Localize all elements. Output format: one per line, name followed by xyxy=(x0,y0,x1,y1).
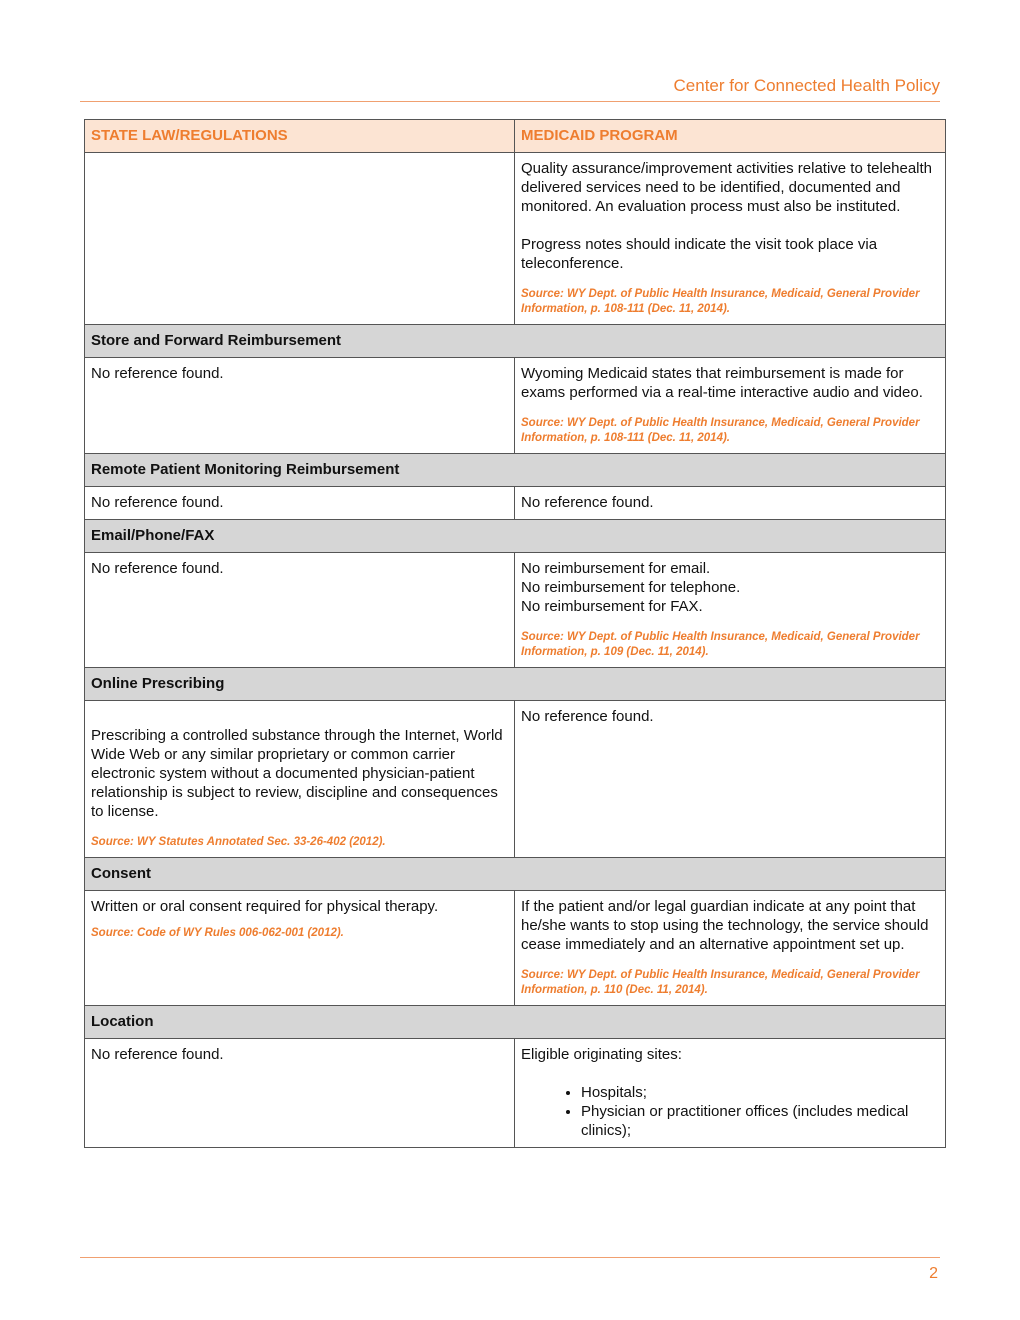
table-row xyxy=(85,153,946,325)
section-title: Consent xyxy=(85,858,946,891)
table-row xyxy=(85,487,946,520)
section-header-row xyxy=(85,1006,946,1039)
section-header-row xyxy=(85,520,946,553)
section-title: Location xyxy=(85,1006,946,1039)
medicaid-text: Wyoming Medicaid states that reimbursement is made for exams performed via a real-time interactive audio and video. xyxy=(521,365,923,401)
section-header-row xyxy=(85,668,946,701)
state-law-cell xyxy=(85,701,515,858)
section-title: Remote Patient Monitoring Reimbursement xyxy=(85,454,946,487)
medicaid-text: Progress notes should indicate the visit took place via teleconference. xyxy=(521,236,878,272)
medicaid-line: No reimbursement for email. xyxy=(521,560,711,577)
section-title: Online Prescribing xyxy=(85,668,946,701)
section-header-row xyxy=(85,325,946,358)
state-law-cell: No reference found. xyxy=(85,487,515,520)
medicaid-text: If the patient and/or legal guardian indicate at any point that he/she wants to stop using the technology, the service should cease immediately and an alternative appointment set up. xyxy=(521,898,929,953)
list-item: • Hospitals; xyxy=(581,1083,939,1102)
state-law-cell: No reference found. xyxy=(85,1039,515,1148)
column-header-medicaid: MEDICAID PROGRAM xyxy=(515,120,946,153)
state-law-cell: No reference found. xyxy=(85,553,515,668)
table-row xyxy=(85,358,946,454)
state-law-cell xyxy=(85,153,515,325)
source-citation: Source: WY Dept. of Public Health Insurance, Medicaid, General Provider Information, p. 108-111 (Dec. 11, 2014). xyxy=(521,288,920,315)
originating-sites-list xyxy=(521,1083,939,1140)
table-row xyxy=(85,701,946,858)
section-title: Store and Forward Reimbursement xyxy=(85,325,946,358)
medicaid-cell: No reference found. xyxy=(515,701,946,858)
state-law-cell: No reference found. xyxy=(85,358,515,454)
telehealth-policy-table xyxy=(84,119,946,1148)
header-title: Center for Connected Health Policy xyxy=(673,76,940,95)
medicaid-cell xyxy=(515,358,946,454)
source-citation: Source: WY Statutes Annotated Sec. 33-26-402 (2012). xyxy=(91,836,386,848)
footer-divider xyxy=(80,1257,940,1258)
table-row xyxy=(85,553,946,668)
list-item: • Physician or practitioner offices (includes medical clinics); xyxy=(581,1102,939,1140)
table-row xyxy=(85,891,946,1006)
medicaid-cell xyxy=(515,891,946,1006)
medicaid-line: No reimbursement for telephone. xyxy=(521,579,741,596)
state-law-text: Written or oral consent required for physical therapy. xyxy=(91,898,439,915)
medicaid-text: Eligible originating sites: xyxy=(521,1046,682,1063)
source-citation: Source: WY Dept. of Public Health Insurance, Medicaid, General Provider Information, p. 109 (Dec. 11, 2014). xyxy=(521,631,920,658)
column-header-row xyxy=(85,120,946,153)
medicaid-cell xyxy=(515,153,946,325)
medicaid-line: No reimbursement for FAX. xyxy=(521,598,703,615)
column-header-state-law: STATE LAW/REGULATIONS xyxy=(85,120,515,153)
medicaid-cell xyxy=(515,1039,946,1148)
section-title: Email/Phone/FAX xyxy=(85,520,946,553)
source-citation: Source: WY Dept. of Public Health Insurance, Medicaid, General Provider Information, p. 108-111 (Dec. 11, 2014). xyxy=(521,417,920,444)
state-law-cell xyxy=(85,891,515,1006)
table-row xyxy=(85,1039,946,1148)
source-citation: Source: Code of WY Rules 006-062-001 (2012). xyxy=(91,927,344,939)
state-law-text: Prescribing a controlled substance through the Internet, World Wide Web or any similar proprietary or common carrier electronic system without a documented physician-patient relationship is subject to review, discipline and consequences to license. xyxy=(91,727,503,820)
source-citation: Source: WY Dept. of Public Health Insurance, Medicaid, General Provider Information, p. 110 (Dec. 11, 2014). xyxy=(521,969,920,996)
medicaid-cell: No reference found. xyxy=(515,487,946,520)
header-divider xyxy=(80,101,940,102)
section-header-row xyxy=(85,454,946,487)
medicaid-text: Quality assurance/improvement activities relative to telehealth delivered services need to be identified, documented and monitored. An evaluation process must also be instituted. xyxy=(521,160,933,215)
section-header-row xyxy=(85,858,946,891)
medicaid-cell xyxy=(515,553,946,668)
page-number: 2 xyxy=(929,1265,938,1282)
